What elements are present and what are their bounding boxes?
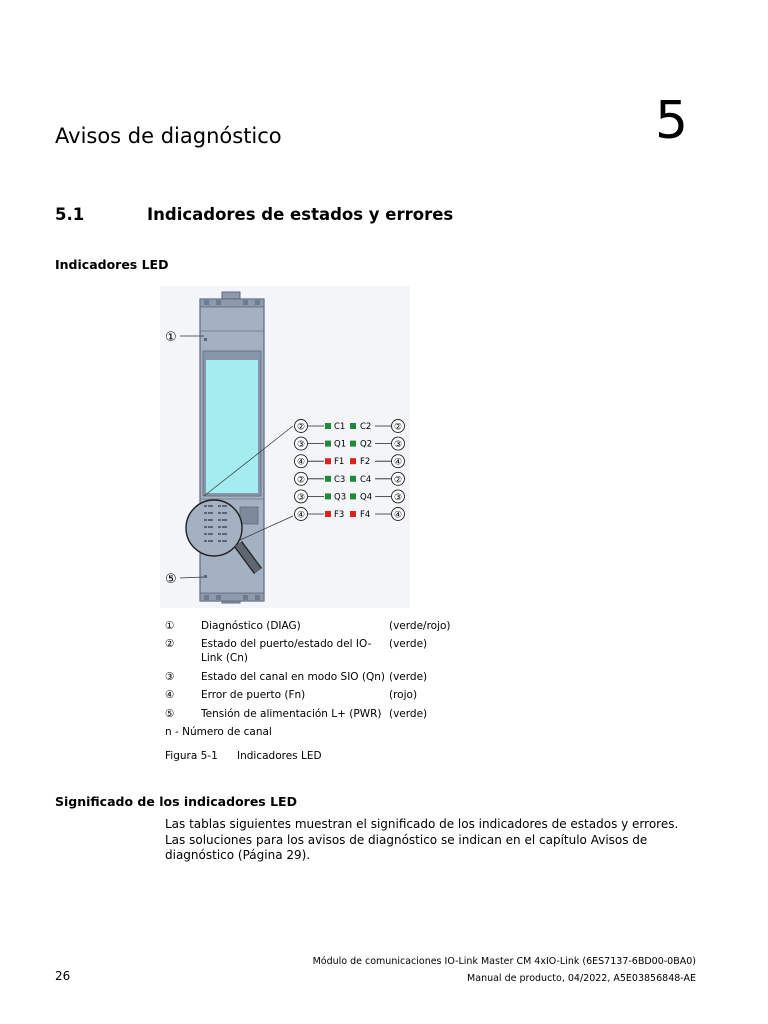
figure-caption-text: Indicadores LED <box>237 750 322 762</box>
callout-number: ② <box>296 475 306 486</box>
legend-number: ② <box>165 638 175 650</box>
footer-doc-edition: Manual de producto, 04/2022, A5E03856848-AE <box>467 973 696 984</box>
bottom-rail <box>200 593 264 601</box>
legend-color: (verde/rojo) <box>389 620 451 632</box>
callout-number: ④ <box>296 510 306 521</box>
callout-number: ② <box>393 422 403 433</box>
led-c3 <box>325 476 331 482</box>
led-label: Q3 <box>334 492 347 503</box>
legend-number: ⑤ <box>165 708 175 720</box>
legend-number: ④ <box>165 689 175 701</box>
led-f4 <box>350 511 356 517</box>
led-label: C1 <box>334 422 346 432</box>
callout-number: ③ <box>296 492 306 503</box>
channel-note: n - Número de canal <box>165 726 272 738</box>
legend-text: Tensión de alimentación L+ (PWR) <box>201 708 382 720</box>
led-q1 <box>325 441 331 447</box>
led-meaning-heading: Significado de los indicadores LED <box>55 794 297 809</box>
legend-color: (verde) <box>389 708 428 720</box>
callout-number: ② <box>393 475 403 486</box>
led-meaning-paragraph: Las tablas siguientes muestran el significado de los indicadores de estados y errores. Las soluciones para los avisos de diagnóstico se indican en el capítulo Avisos de diagnóstico (Página 29). <box>165 817 679 862</box>
module-drawing <box>160 286 410 608</box>
led-c4 <box>350 476 356 482</box>
figure-background <box>160 286 410 608</box>
led-f1 <box>325 458 331 464</box>
callout-number: ③ <box>296 440 306 451</box>
callout-number: ④ <box>393 457 403 468</box>
legend-text: Estado del canal en modo SIO (Qn) <box>201 671 386 683</box>
led-c1 <box>325 423 331 429</box>
led-indicators-heading: Indicadores LED <box>55 257 169 272</box>
legend-number: ③ <box>165 671 175 683</box>
led-label: F3 <box>334 510 345 520</box>
chapter-number: 5 <box>655 91 689 151</box>
callout-number: ② <box>296 422 306 433</box>
legend-color: (verde) <box>389 671 428 683</box>
section-number: 5.1 <box>55 205 85 224</box>
led-q3 <box>325 493 331 499</box>
legend-text: Diagnóstico (DIAG) <box>201 620 301 632</box>
callout-5: ⑤ <box>165 572 177 587</box>
pwr-led <box>204 575 207 578</box>
callout-number: ④ <box>296 457 306 468</box>
legend-text: Error de puerto (Fn) <box>201 689 306 701</box>
callout-number: ③ <box>393 440 403 451</box>
legend-color: (verde) <box>389 638 428 650</box>
led-f2 <box>350 458 356 464</box>
diag-led <box>204 338 207 341</box>
led-label: C4 <box>360 474 372 485</box>
footer-document-info <box>313 953 696 987</box>
led-label: C2 <box>360 422 372 432</box>
led-label: F1 <box>334 457 345 468</box>
figure-caption <box>165 749 322 763</box>
led-label: Q4 <box>360 492 373 503</box>
led-label: C3 <box>334 474 346 485</box>
led-c2 <box>350 423 356 429</box>
led-f3 <box>325 511 331 517</box>
led-label: F4 <box>360 510 371 520</box>
led-q4 <box>350 493 356 499</box>
section-title: Indicadores de estados y errores <box>147 205 454 224</box>
led-figure <box>160 286 410 608</box>
label-window <box>206 360 258 493</box>
callout-number: ③ <box>393 492 403 503</box>
led-q2 <box>350 441 356 447</box>
footer-doc-title: Módulo de comunicaciones IO-Link Master CM 4xIO-Link (6ES7137-6BD00-0BA0) <box>312 956 696 967</box>
callout-number: ④ <box>393 510 403 521</box>
led-label: F2 <box>360 457 371 468</box>
page-number: 26 <box>55 969 71 983</box>
figure-caption-label: Figura 5-1 <box>165 750 218 762</box>
connector-block <box>240 507 258 524</box>
top-rail <box>200 299 264 307</box>
led-label: Q2 <box>360 439 373 450</box>
legend-text: Estado del puerto/estado del IO-Link (Cn) <box>201 638 372 664</box>
callout-1: ① <box>165 330 177 345</box>
legend-number: ① <box>165 620 175 632</box>
chapter-title: Avisos de diagnóstico <box>55 124 282 148</box>
legend-color: (rojo) <box>389 689 418 701</box>
led-label: Q1 <box>334 439 347 450</box>
